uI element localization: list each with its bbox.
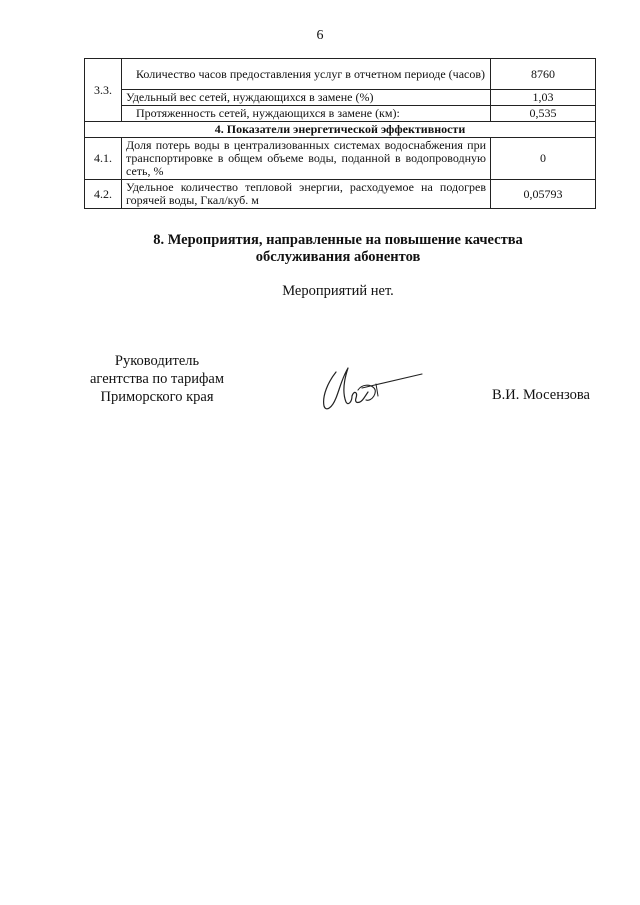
table-row: [85, 90, 596, 106]
section-heading-line: обслуживания абонентов: [255, 249, 421, 265]
signer-title-line: Руководитель: [114, 353, 200, 369]
section-header: 4. Показатели энергетической эффективности: [85, 122, 596, 138]
table-section-row: [85, 122, 596, 138]
table-row: [85, 106, 596, 122]
row-value: 0: [491, 138, 596, 180]
row-number: 4.2.: [85, 180, 122, 209]
table-row: [85, 59, 596, 90]
row-description: Удельный вес сетей, нуждающихся в замене (%): [122, 90, 491, 106]
signer-name: В.И. Мосензова: [492, 387, 590, 403]
row-description: Удельное количество тепловой энергии, расходуемое на подогрев горячей воды, Гкал/куб. м: [122, 180, 491, 209]
table-row: [85, 138, 596, 180]
section-heading-line: 8. Мероприятия, направленные на повышение качества: [153, 232, 523, 248]
indicators-table: [84, 58, 596, 209]
row-description: Количество часов предоставления услуг в отчетном периоде (часов): [122, 59, 491, 90]
row-value: 8760: [491, 59, 596, 90]
row-description: Доля потерь воды в централизованных системах водоснабжения при транспортировке в общем объеме воды, поданной в водопроводную сеть, %: [122, 138, 491, 180]
row-number: 4.1.: [85, 138, 122, 180]
signer-title-line: агентства по тарифам: [90, 371, 224, 387]
no-measures-note: Мероприятий нет.: [282, 283, 394, 299]
page-number: 6: [316, 28, 324, 43]
signer-title: [62, 352, 252, 406]
row-description: Протяженность сетей, нуждающихся в замене (км):: [122, 106, 491, 122]
row-number-cell: 3.3.: [85, 59, 122, 122]
table-row: [85, 180, 596, 209]
section-heading: [60, 232, 616, 266]
signer-title-line: Приморского края: [100, 389, 214, 405]
handwritten-signature: [318, 362, 428, 418]
row-value: 0,535: [491, 106, 596, 122]
row-value: 0,05793: [491, 180, 596, 209]
row-value: 1,03: [491, 90, 596, 106]
